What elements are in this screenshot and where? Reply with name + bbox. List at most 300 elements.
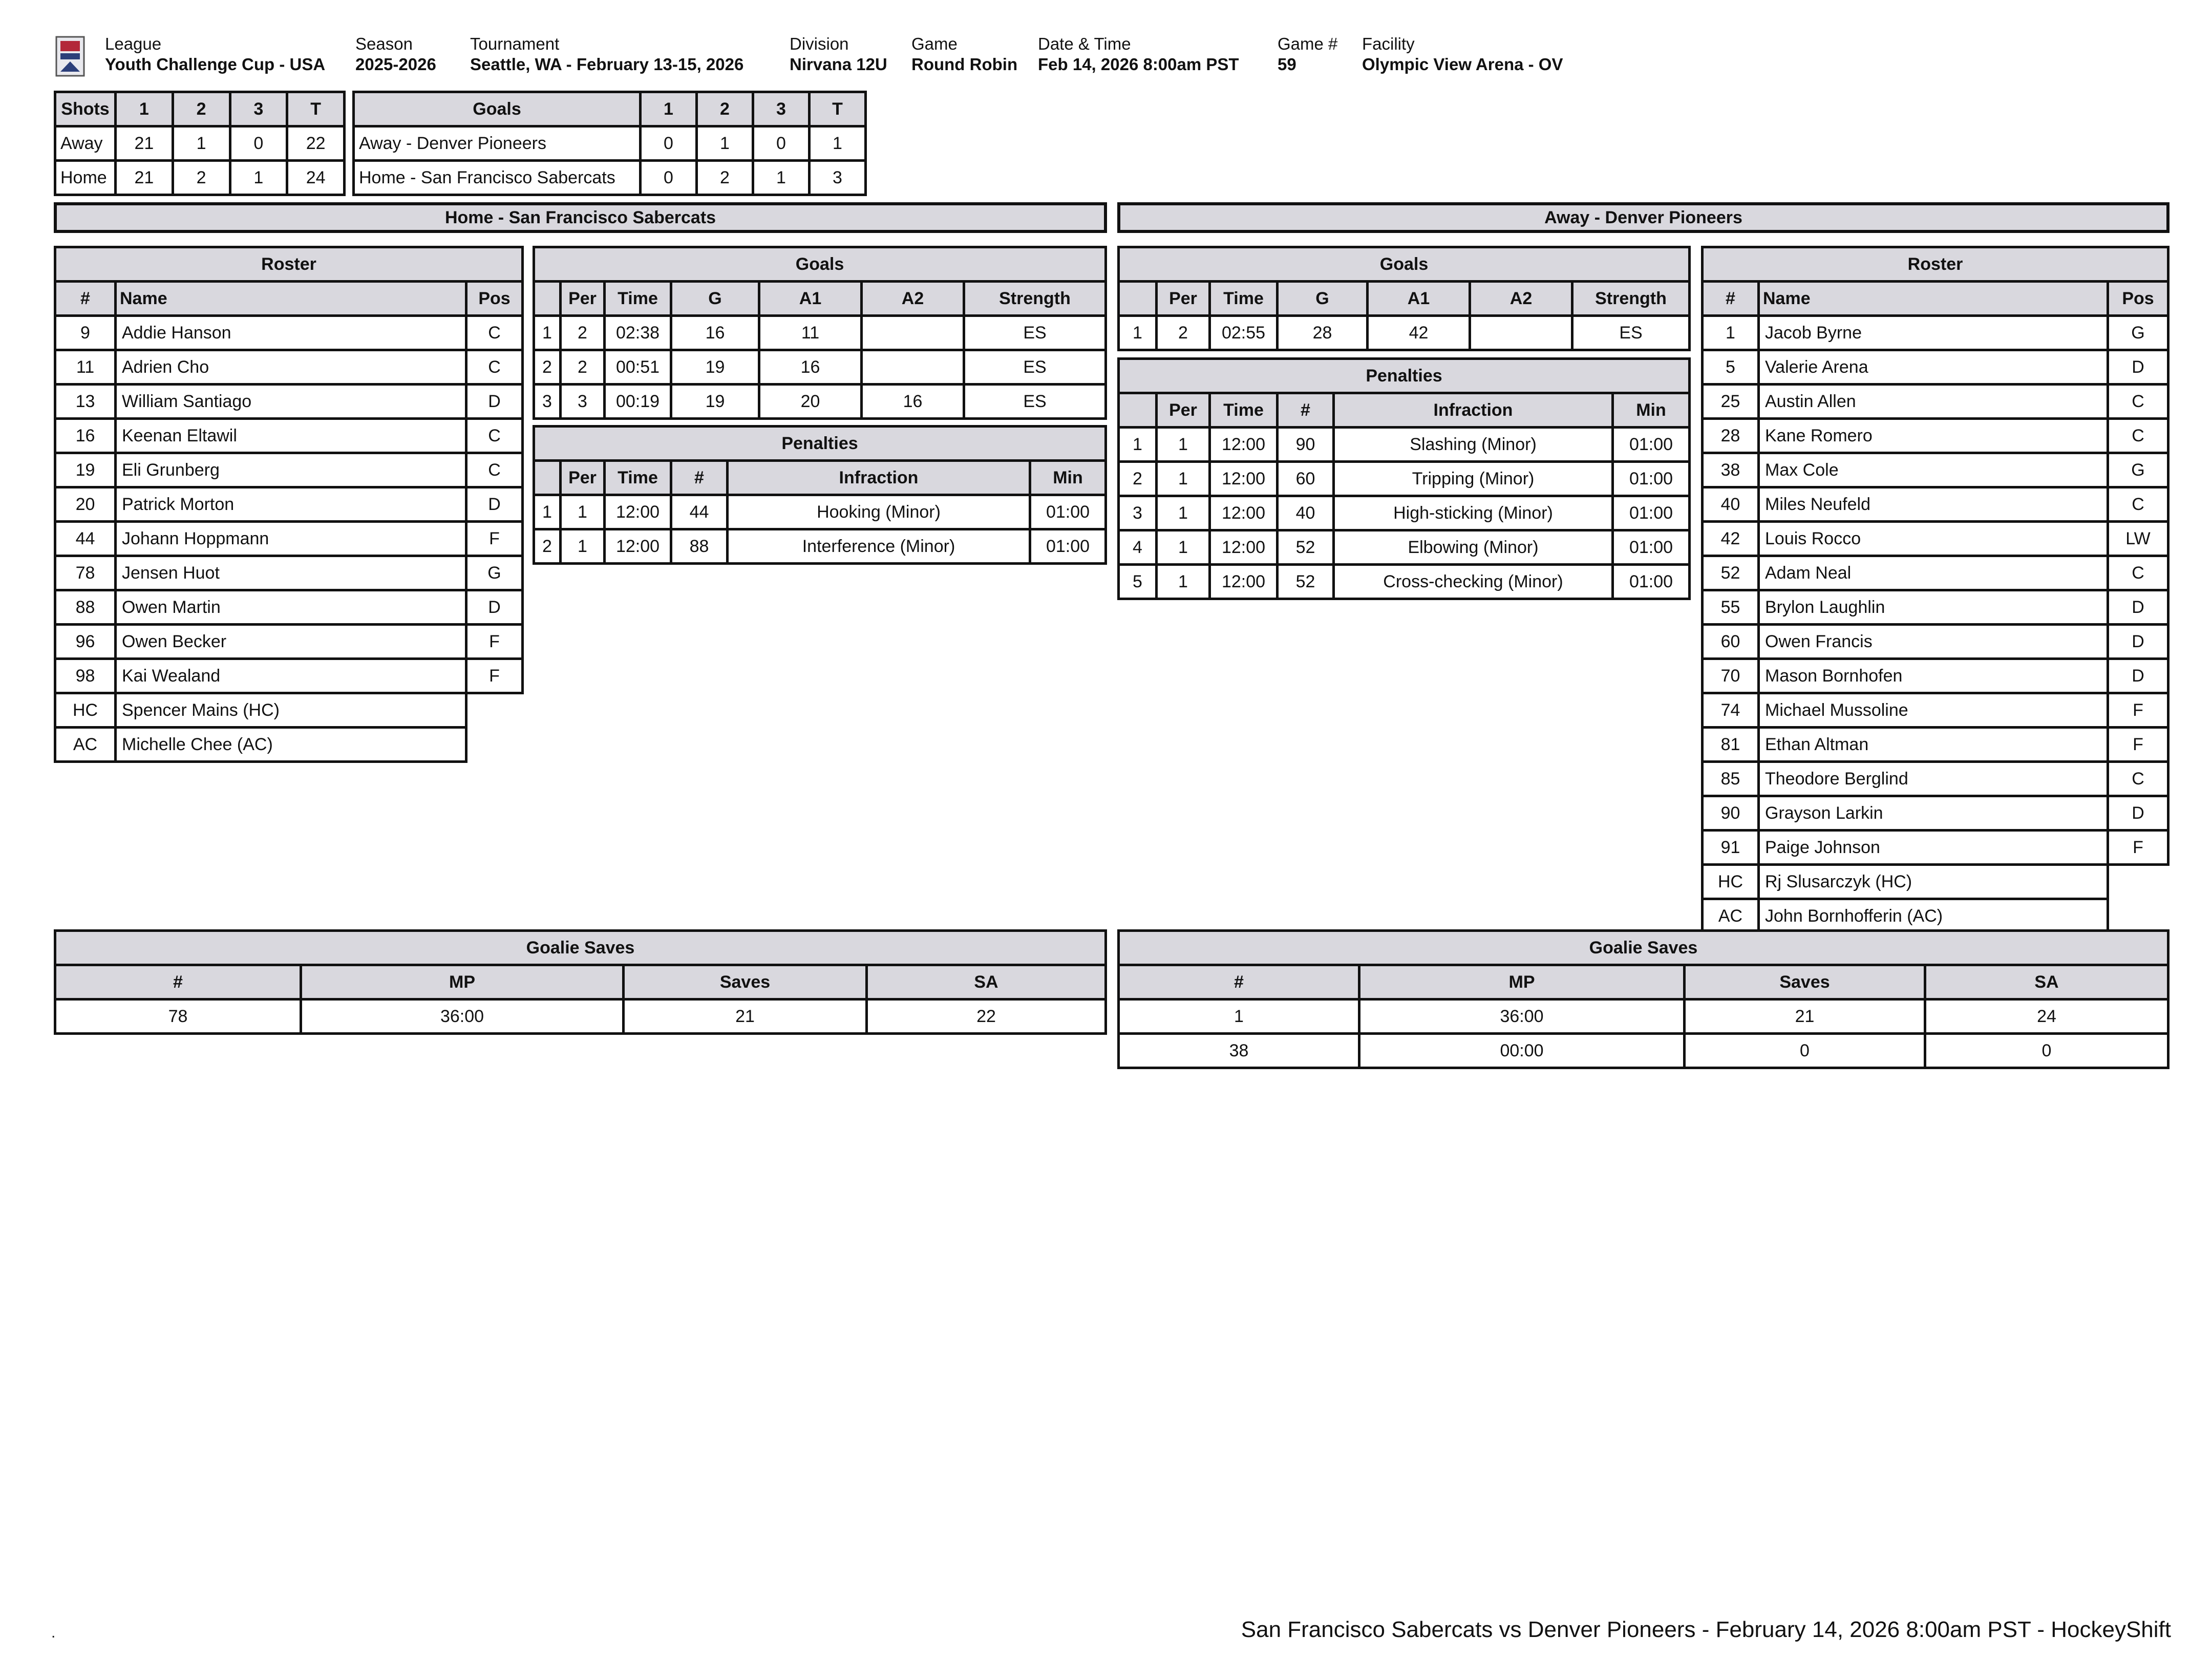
away-penalties-title: Penalties (1119, 359, 1690, 393)
home-roster-cell: F (466, 625, 522, 659)
shots-table (54, 91, 346, 196)
away-penalties-cell: 01:00 (1613, 530, 1690, 565)
home-penalties-col-header: Time (605, 461, 671, 495)
shots-col-header: Shots (55, 92, 116, 126)
away-roster-cell: 40 (1703, 487, 1759, 522)
away-penalties-row (1119, 530, 1690, 565)
away-roster-cell: 85 (1703, 762, 1759, 796)
home-goals-cell: 3 (534, 385, 561, 419)
home-roster-cell: D (466, 487, 522, 522)
home-roster-row (55, 590, 523, 625)
away-staff-blank (2108, 865, 2168, 899)
home-saves-cell: 78 (55, 999, 301, 1034)
away-roster-cell: D (2108, 590, 2168, 625)
home-penalties-col-header: Per (561, 461, 605, 495)
home-roster-cell: C (466, 453, 522, 487)
home-roster-cell: 44 (55, 522, 116, 556)
home-goals-col-header: Per (561, 282, 605, 316)
home-goals-cell: 2 (561, 316, 605, 350)
away-roster-cell: Ethan Altman (1759, 728, 2108, 762)
home-staff-cell: HC (55, 693, 116, 728)
away-saves-cell: 38 (1119, 1034, 1359, 1068)
goals-summary-row (354, 126, 866, 161)
facility-info: Facility Olympic View Arena - OV (1362, 34, 1563, 74)
home-penalties-cell: 1 (534, 495, 561, 529)
away-goals-cell: 42 (1368, 316, 1470, 350)
away-goals-col-header (1119, 282, 1157, 316)
home-goals-cell: 16 (759, 350, 862, 385)
home-roster-row (55, 556, 523, 590)
away-staff-blank (2108, 899, 2168, 933)
home-roster-title: Roster (55, 247, 523, 282)
away-roster-cell: F (2108, 693, 2168, 728)
away-penalties-cell: 60 (1278, 462, 1334, 496)
home-roster-row (55, 453, 523, 487)
home-saves-cell: 36:00 (301, 999, 624, 1034)
away-penalties-row (1119, 565, 1690, 599)
home-goals-col-header: A2 (862, 282, 964, 316)
shots-row (55, 126, 345, 161)
away-saves-col-header: MP (1359, 965, 1685, 999)
away-penalties-col-header: Infraction (1334, 393, 1613, 428)
away-penalties-cell: 1 (1119, 428, 1157, 462)
home-roster-cell: 16 (55, 419, 116, 453)
home-roster-cell: D (466, 590, 522, 625)
away-roster-cell: 90 (1703, 796, 1759, 831)
shots-cell: 21 (116, 126, 173, 161)
away-penalties-cell: 1 (1157, 496, 1210, 530)
away-goals-cell: 28 (1278, 316, 1368, 350)
away-roster-col-header: Pos (2108, 282, 2168, 316)
goals-summary-cell: Home - San Francisco Sabercats (354, 161, 641, 195)
away-roster-row (1703, 762, 2168, 796)
home-goals-row (534, 385, 1106, 419)
home-roster-cell: Owen Becker (116, 625, 466, 659)
footer-text: San Francisco Sabercats vs Denver Pioneers - February 14, 2026 8:00am PST - HockeyShift (1241, 1617, 2171, 1642)
home-saves-cell: 21 (624, 999, 867, 1034)
goals-summary-cell: 0 (641, 161, 697, 195)
away-penalties-table (1117, 357, 1691, 600)
home-saves-col-header: MP (301, 965, 624, 999)
home-penalties-cell: 12:00 (605, 529, 671, 564)
away-roster-cell: C (2108, 762, 2168, 796)
home-penalties-cell: 1 (561, 529, 605, 564)
game-number-info: Game # 59 (1278, 34, 1338, 74)
goals-summary-col-header: Goals (354, 92, 641, 126)
shots-cell: 21 (116, 161, 173, 195)
away-roster-row (1703, 831, 2168, 865)
away-goals-cell: 2 (1157, 316, 1210, 350)
home-team-title: Home - San Francisco Sabercats (54, 202, 1107, 233)
home-roster-cell: 9 (55, 316, 116, 350)
home-staff-cell: Michelle Chee (AC) (116, 728, 466, 762)
away-saves-cell: 0 (1925, 1034, 2168, 1068)
away-penalties-cell: 01:00 (1613, 428, 1690, 462)
away-goals-col-header: Time (1210, 282, 1278, 316)
away-roster-cell: Adam Neal (1759, 556, 2108, 590)
home-staff-row (55, 693, 523, 728)
away-goalie-saves-title: Goalie Saves (1119, 931, 2168, 965)
home-goals-cell: 16 (671, 316, 759, 350)
shots-col-header: 2 (173, 92, 230, 126)
goals-summary-row (354, 161, 866, 195)
away-goals-col-header: G (1278, 282, 1368, 316)
away-roster-cell: Grayson Larkin (1759, 796, 2108, 831)
away-penalties-cell: 1 (1157, 462, 1210, 496)
away-penalties-row (1119, 428, 1690, 462)
home-penalties-col-header (534, 461, 561, 495)
away-roster-row (1703, 728, 2168, 762)
shots-col-header: 3 (230, 92, 287, 126)
home-roster-cell: Eli Grunberg (116, 453, 466, 487)
home-roster-cell: D (466, 385, 522, 419)
away-saves-row (1119, 1034, 2168, 1068)
away-roster-cell: 74 (1703, 693, 1759, 728)
away-goals-cell: 02:55 (1210, 316, 1278, 350)
away-roster-row (1703, 419, 2168, 453)
away-roster-cell: Austin Allen (1759, 385, 2108, 419)
away-saves-row (1119, 999, 2168, 1034)
away-roster-row (1703, 350, 2168, 385)
home-penalties-table (533, 425, 1107, 565)
home-goals-col-header: Time (605, 282, 671, 316)
home-roster-cell: G (466, 556, 522, 590)
home-roster-cell: Patrick Morton (116, 487, 466, 522)
shots-row (55, 161, 345, 195)
away-penalties-col-header: Per (1157, 393, 1210, 428)
away-roster-cell: Brylon Laughlin (1759, 590, 2108, 625)
away-roster-col-header: Name (1759, 282, 2108, 316)
home-roster-cell: Jensen Huot (116, 556, 466, 590)
away-roster-cell: 28 (1703, 419, 1759, 453)
away-roster-cell: 25 (1703, 385, 1759, 419)
away-roster-cell: Kane Romero (1759, 419, 2108, 453)
home-roster-cell: Johann Hoppmann (116, 522, 466, 556)
home-penalties-row (534, 495, 1106, 529)
goals-summary-col-header: 3 (753, 92, 810, 126)
home-roster-col-header: # (55, 282, 116, 316)
away-penalties-cell: 40 (1278, 496, 1334, 530)
away-staff-row (1703, 899, 2168, 933)
away-goals-col-header: A1 (1368, 282, 1470, 316)
away-team-title: Away - Denver Pioneers (1117, 202, 2170, 233)
away-penalties-cell: 4 (1119, 530, 1157, 565)
division-info: Division Nirvana 12U (790, 34, 887, 74)
away-roster-cell: 60 (1703, 625, 1759, 659)
home-penalties-cell: Interference (Minor) (728, 529, 1030, 564)
away-saves-cell: 0 (1685, 1034, 1925, 1068)
away-roster-cell: Mason Bornhofen (1759, 659, 2108, 693)
home-goals-cell: 2 (534, 350, 561, 385)
home-penalties-cell: Hooking (Minor) (728, 495, 1030, 529)
away-roster-row (1703, 796, 2168, 831)
home-penalties-cell: 12:00 (605, 495, 671, 529)
away-goals-cell (1470, 316, 1572, 350)
shots-cell: Home (55, 161, 116, 195)
goals-summary-cell: 1 (697, 126, 753, 161)
away-penalties-cell: 01:00 (1613, 565, 1690, 599)
shots-col-header: 1 (116, 92, 173, 126)
away-roster-table (1701, 246, 2170, 934)
away-penalties-cell: 01:00 (1613, 462, 1690, 496)
away-roster-cell: Jacob Byrne (1759, 316, 2108, 350)
home-roster-row (55, 659, 523, 693)
home-goals-cell: ES (964, 385, 1106, 419)
home-roster-row (55, 522, 523, 556)
home-penalties-col-header: Infraction (728, 461, 1030, 495)
shots-cell: Away (55, 126, 116, 161)
home-saves-col-header: SA (867, 965, 1106, 999)
away-roster-col-header: # (1703, 282, 1759, 316)
away-penalties-cell: 1 (1157, 565, 1210, 599)
away-roster-cell: 38 (1703, 453, 1759, 487)
away-roster-cell: 81 (1703, 728, 1759, 762)
away-roster-row (1703, 556, 2168, 590)
away-penalties-col-header (1119, 393, 1157, 428)
away-saves-cell: 21 (1685, 999, 1925, 1034)
away-penalties-cell: 12:00 (1210, 428, 1278, 462)
away-roster-cell: LW (2108, 522, 2168, 556)
home-roster-row (55, 419, 523, 453)
home-staff-cell: AC (55, 728, 116, 762)
tournament-info: Tournament Seattle, WA - February 13-15, 2026 (470, 34, 744, 74)
league-info: League Youth Challenge Cup - USA (105, 34, 326, 74)
goals-summary-cell: 2 (697, 161, 753, 195)
home-roster-cell: Addie Hanson (116, 316, 466, 350)
home-goals-cell: 19 (671, 385, 759, 419)
away-penalties-cell: 12:00 (1210, 462, 1278, 496)
away-roster-cell: 5 (1703, 350, 1759, 385)
away-roster-cell: 70 (1703, 659, 1759, 693)
away-roster-cell: F (2108, 831, 2168, 865)
goals-summary-cell: 3 (810, 161, 866, 195)
away-goals-table (1117, 246, 1691, 351)
shots-cell: 2 (173, 161, 230, 195)
home-staff-cell: Spencer Mains (HC) (116, 693, 466, 728)
home-goals-col-header: A1 (759, 282, 862, 316)
game-info: Game Round Robin (911, 34, 1018, 74)
away-roster-cell: Theodore Berglind (1759, 762, 2108, 796)
away-staff-cell: John Bornhofferin (AC) (1759, 899, 2108, 933)
home-goals-cell: 3 (561, 385, 605, 419)
home-goals-cell: 11 (759, 316, 862, 350)
home-saves-cell: 22 (867, 999, 1106, 1034)
home-roster-cell: 98 (55, 659, 116, 693)
away-roster-cell: Michael Mussoline (1759, 693, 2108, 728)
away-saves-cell: 24 (1925, 999, 2168, 1034)
home-penalties-col-header: # (671, 461, 728, 495)
home-goals-cell: 2 (561, 350, 605, 385)
home-roster-cell: 19 (55, 453, 116, 487)
away-penalties-cell: 1 (1157, 530, 1210, 565)
away-penalties-cell: 12:00 (1210, 530, 1278, 565)
home-goals-cell: 00:19 (605, 385, 671, 419)
away-roster-row (1703, 385, 2168, 419)
away-goals-col-header: A2 (1470, 282, 1572, 316)
away-goals-cell: ES (1572, 316, 1690, 350)
season-info: Season 2025-2026 (355, 34, 436, 74)
away-roster-cell: Valerie Arena (1759, 350, 2108, 385)
home-goals-cell: ES (964, 316, 1106, 350)
away-roster-row (1703, 522, 2168, 556)
goals-summary-cell: Away - Denver Pioneers (354, 126, 641, 161)
home-penalties-cell: 01:00 (1030, 529, 1106, 564)
away-roster-row (1703, 487, 2168, 522)
home-goals-cell: 02:38 (605, 316, 671, 350)
home-goalie-saves-table (54, 929, 1107, 1035)
away-penalties-cell: 2 (1119, 462, 1157, 496)
away-penalties-cell: Tripping (Minor) (1334, 462, 1613, 496)
away-roster-title: Roster (1703, 247, 2168, 282)
home-roster-cell: 78 (55, 556, 116, 590)
home-goalie-saves-title: Goalie Saves (55, 931, 1106, 965)
home-roster-cell: 11 (55, 350, 116, 385)
home-penalties-cell: 01:00 (1030, 495, 1106, 529)
away-roster-cell: C (2108, 385, 2168, 419)
away-penalties-cell: Cross-checking (Minor) (1334, 565, 1613, 599)
away-roster-cell: Paige Johnson (1759, 831, 2108, 865)
home-goals-cell (862, 350, 964, 385)
league-logo-icon (55, 36, 85, 77)
away-roster-cell: F (2108, 728, 2168, 762)
home-roster-cell: C (466, 316, 522, 350)
away-goals-cell: 1 (1119, 316, 1157, 350)
home-staff-blank (466, 728, 522, 762)
home-goals-table (533, 246, 1107, 420)
away-penalties-col-header: Min (1613, 393, 1690, 428)
home-staff-blank (466, 693, 522, 728)
away-goals-col-header: Per (1157, 282, 1210, 316)
footer-dot: . (51, 1624, 56, 1641)
away-roster-cell: 1 (1703, 316, 1759, 350)
away-roster-cell: D (2108, 625, 2168, 659)
away-roster-cell: Owen Francis (1759, 625, 2108, 659)
away-goalie-saves-table (1117, 929, 2170, 1069)
away-roster-cell: G (2108, 316, 2168, 350)
home-roster-cell: 13 (55, 385, 116, 419)
away-staff-cell: AC (1703, 899, 1759, 933)
home-goals-cell: 16 (862, 385, 964, 419)
away-goals-title: Goals (1119, 247, 1690, 282)
away-roster-cell: D (2108, 796, 2168, 831)
home-roster-cell: Keenan Eltawil (116, 419, 466, 453)
away-penalties-cell: 12:00 (1210, 565, 1278, 599)
away-penalties-cell: 90 (1278, 428, 1334, 462)
away-saves-col-header: Saves (1685, 965, 1925, 999)
home-penalties-cell: 88 (671, 529, 728, 564)
home-roster-cell: C (466, 350, 522, 385)
home-roster-table (54, 246, 524, 763)
goals-summary-col-header: T (810, 92, 866, 126)
datetime-info: Date & Time Feb 14, 2026 8:00am PST (1038, 34, 1239, 74)
home-roster-row (55, 316, 523, 350)
home-goals-cell (862, 316, 964, 350)
goals-summary-cell: 1 (810, 126, 866, 161)
away-penalties-cell: 3 (1119, 496, 1157, 530)
home-roster-row (55, 487, 523, 522)
away-roster-cell: C (2108, 556, 2168, 590)
home-saves-row (55, 999, 1106, 1034)
away-penalties-cell: 01:00 (1613, 496, 1690, 530)
home-penalties-cell: 44 (671, 495, 728, 529)
away-penalties-row (1119, 496, 1690, 530)
away-penalties-cell: Elbowing (Minor) (1334, 530, 1613, 565)
goals-summary-cell: 0 (641, 126, 697, 161)
home-roster-cell: 88 (55, 590, 116, 625)
away-saves-cell: 36:00 (1359, 999, 1685, 1034)
shots-cell: 0 (230, 126, 287, 161)
home-penalties-col-header: Min (1030, 461, 1106, 495)
away-penalties-row (1119, 462, 1690, 496)
home-penalties-title: Penalties (534, 427, 1106, 461)
away-roster-cell: 52 (1703, 556, 1759, 590)
home-goals-cell: 00:51 (605, 350, 671, 385)
shots-cell: 22 (287, 126, 345, 161)
away-staff-cell: HC (1703, 865, 1759, 899)
home-goals-title: Goals (534, 247, 1106, 282)
home-roster-row (55, 625, 523, 659)
home-roster-cell: William Santiago (116, 385, 466, 419)
away-penalties-col-header: Time (1210, 393, 1278, 428)
away-penalties-col-header: # (1278, 393, 1334, 428)
away-roster-cell: 55 (1703, 590, 1759, 625)
home-roster-cell: Owen Martin (116, 590, 466, 625)
home-roster-cell: Adrien Cho (116, 350, 466, 385)
shots-cell: 1 (173, 126, 230, 161)
away-staff-row (1703, 865, 2168, 899)
shots-cell: 1 (230, 161, 287, 195)
home-goals-col-header: G (671, 282, 759, 316)
home-roster-cell: C (466, 419, 522, 453)
away-goals-row (1119, 316, 1690, 350)
away-roster-cell: C (2108, 419, 2168, 453)
home-roster-cell: F (466, 659, 522, 693)
home-goals-row (534, 350, 1106, 385)
away-penalties-cell: 5 (1119, 565, 1157, 599)
home-saves-col-header: # (55, 965, 301, 999)
home-saves-col-header: Saves (624, 965, 867, 999)
shots-cell: 24 (287, 161, 345, 195)
away-roster-cell: D (2108, 350, 2168, 385)
away-roster-cell: 91 (1703, 831, 1759, 865)
home-penalties-cell: 2 (534, 529, 561, 564)
away-roster-cell: Louis Rocco (1759, 522, 2108, 556)
home-roster-col-header: Name (116, 282, 466, 316)
away-roster-row (1703, 590, 2168, 625)
home-roster-cell: 20 (55, 487, 116, 522)
away-saves-col-header: # (1119, 965, 1359, 999)
away-penalties-cell: 1 (1157, 428, 1210, 462)
away-roster-row (1703, 316, 2168, 350)
away-roster-row (1703, 625, 2168, 659)
home-roster-col-header: Pos (466, 282, 522, 316)
home-goals-cell: 20 (759, 385, 862, 419)
home-roster-row (55, 350, 523, 385)
away-penalties-cell: High-sticking (Minor) (1334, 496, 1613, 530)
away-saves-cell: 1 (1119, 999, 1359, 1034)
goals-summary-col-header: 2 (697, 92, 753, 126)
home-staff-row (55, 728, 523, 762)
away-penalties-cell: Slashing (Minor) (1334, 428, 1613, 462)
goals-summary-cell: 0 (753, 126, 810, 161)
home-goals-cell: 19 (671, 350, 759, 385)
away-roster-row (1703, 453, 2168, 487)
away-penalties-cell: 52 (1278, 565, 1334, 599)
goals-summary-table (352, 91, 867, 196)
away-staff-cell: Rj Slusarczyk (HC) (1759, 865, 2108, 899)
home-roster-row (55, 385, 523, 419)
home-goals-col-header: Strength (964, 282, 1106, 316)
